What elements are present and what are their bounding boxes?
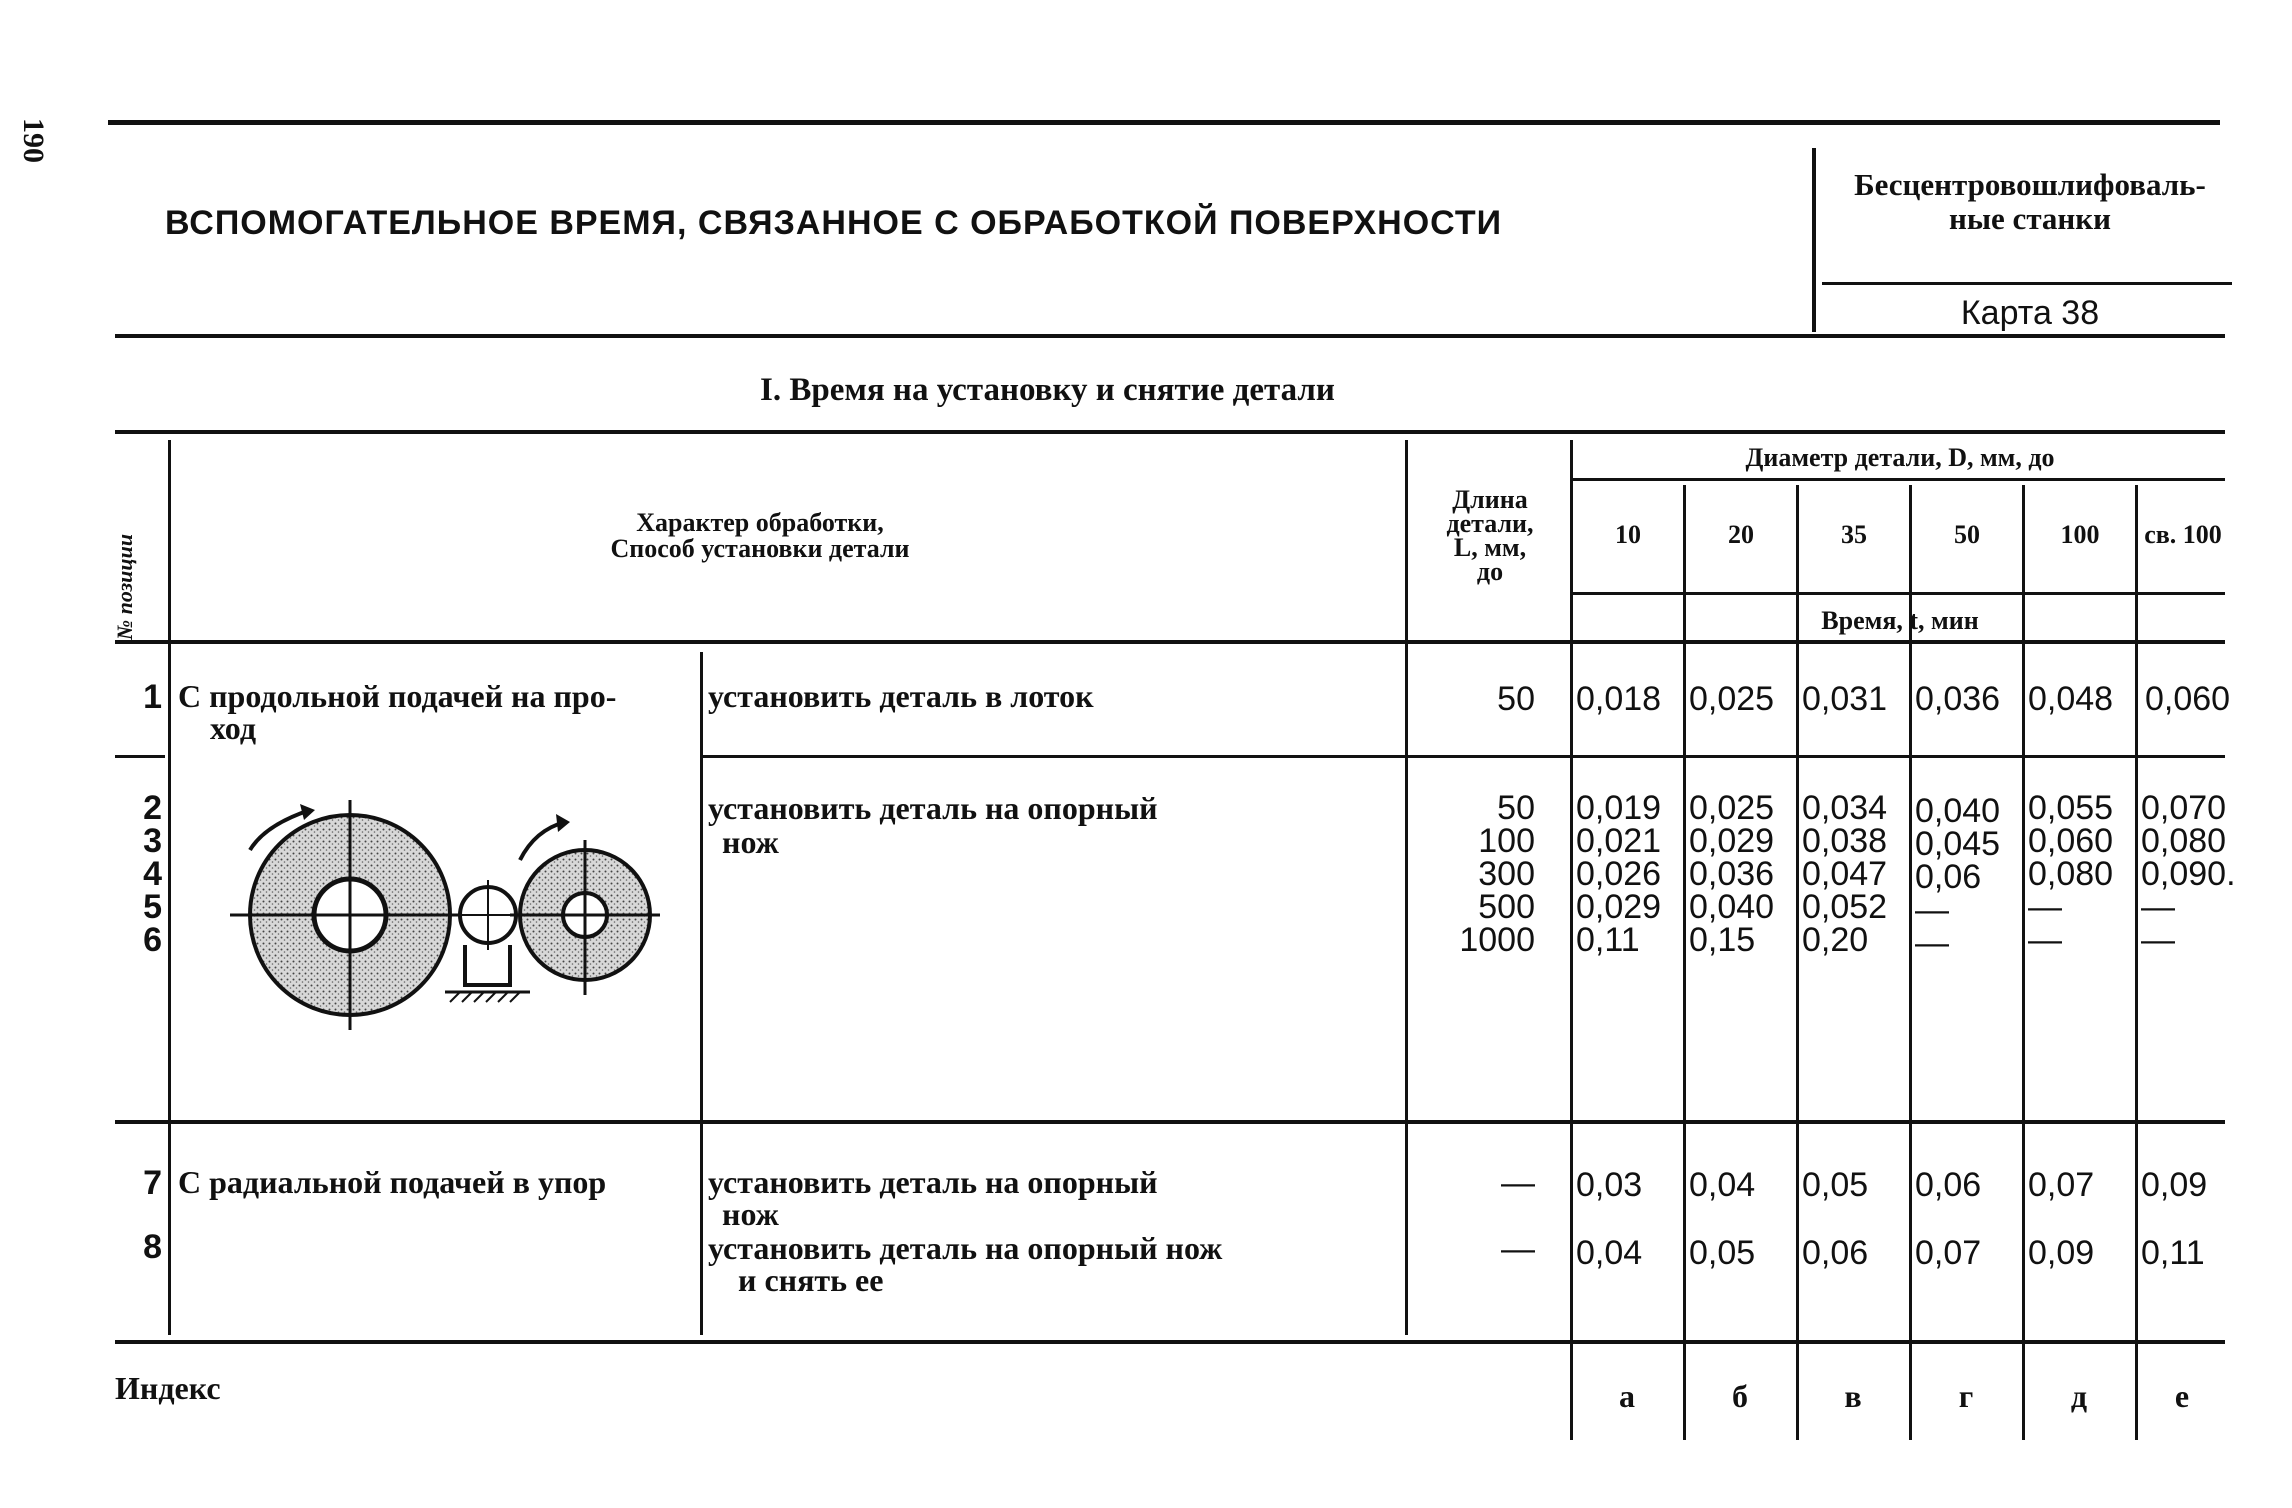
section-title: I. Время на установку и снятие детали	[760, 372, 1335, 408]
index-d: д	[2070, 1378, 2088, 1414]
row7-length: —	[1501, 1164, 1535, 1202]
top-rule	[108, 120, 2220, 125]
rows2-6-positions: 2 3 4 5 6	[143, 789, 162, 959]
method-col-line	[700, 652, 703, 1335]
length-header-line-3: L, мм,	[1453, 533, 1527, 562]
index-a: а	[1619, 1378, 1635, 1414]
card-rule	[1822, 282, 2232, 285]
pos-col-line	[168, 440, 171, 1335]
row1-pos-rule	[115, 755, 165, 758]
machine-line-1: Бесцентровошлифоваль-	[1854, 167, 2206, 202]
length-col-line	[1405, 440, 1408, 1335]
length-header-line-1: Длина	[1452, 485, 1528, 514]
row8-value-a: 0,04	[1576, 1234, 1643, 1272]
length-header-line-4: до	[1476, 557, 1504, 586]
row1-method-line-1: С продольной подачей на про-	[178, 678, 617, 714]
row1-value-b: 0,025	[1689, 680, 1775, 718]
row1-rule	[700, 755, 2225, 758]
time-header: Время, t, мин	[1821, 606, 1979, 635]
support-knife	[465, 945, 510, 985]
diameter-100: 100	[2060, 520, 2100, 549]
rows2-6-col-d: 0,055 0,060 0,080 — —	[2028, 789, 2114, 959]
diameter-50: 50	[1954, 520, 1980, 549]
rows2-6-col-b: 0,025 0,029 0,036 0,040 0,15	[1689, 789, 1775, 959]
row8-length: —	[1501, 1230, 1535, 1268]
header-bottom-rule	[115, 334, 2225, 338]
row1-length: 50	[1497, 680, 1535, 718]
card-number: Карта 38	[1960, 294, 2100, 332]
header-divider	[1812, 148, 1816, 332]
row7-action-line-2: нож	[722, 1196, 779, 1232]
row1-method-line-2: ход	[210, 710, 257, 746]
rows7-8-method: С радиальной подачей в упор	[178, 1164, 607, 1200]
length-header-line-2: детали,	[1446, 509, 1534, 538]
diameter-header: Диаметр детали, D, мм, до	[1745, 443, 2055, 472]
row8-value-b: 0,05	[1689, 1234, 1756, 1272]
rows2-6-col-e: 0,070 0,080 0,090. — —	[2141, 789, 2236, 959]
row1-action: установить деталь в лоток	[708, 678, 1094, 714]
rows2-6-col-g: 0,040 0,045 0,06 — —	[1915, 792, 2001, 962]
row1-value-g: 0,036	[1915, 680, 2001, 718]
index-b: б	[1732, 1378, 1748, 1414]
machine-line-2: ные станки	[1948, 201, 2112, 236]
row7-value-b: 0,04	[1689, 1166, 1756, 1204]
row8-value-g: 0,07	[1915, 1234, 1982, 1272]
row1-value-d: 0,048	[2028, 680, 2114, 718]
character-header-line-2: Способ установки детали	[610, 534, 910, 563]
row7-value-v: 0,05	[1802, 1166, 1869, 1204]
index-v: в	[1844, 1378, 1862, 1414]
page-number: 190	[17, 118, 50, 163]
index-g: г	[1958, 1378, 1974, 1414]
row8-action-line-2: и снять ее	[738, 1262, 884, 1298]
row7-value-d: 0,07	[2028, 1166, 2095, 1204]
position-number-header: № позиции	[112, 533, 137, 640]
rows2-6-col-a: 0,019 0,021 0,026 0,029 0,11	[1576, 789, 1662, 959]
row7-value-g: 0,06	[1915, 1166, 1982, 1204]
rows2-6-lengths: 50 100 300 500 1000	[1459, 789, 1535, 959]
machine-type	[1820, 168, 2240, 236]
row7-value-e: 0,09	[2141, 1166, 2208, 1204]
row7-action-line-1: установить деталь на опорный	[708, 1164, 1158, 1200]
diameter-over-100: св. 100	[2144, 520, 2222, 549]
character-header	[560, 510, 960, 562]
time-rule	[1570, 592, 2225, 595]
table-top-rule	[115, 430, 2225, 434]
row7-value-a: 0,03	[1576, 1166, 1643, 1204]
row1-value-v: 0,031	[1802, 680, 1888, 718]
rows2-6-action-line-2: нож	[722, 824, 779, 860]
row8-position: 8	[143, 1228, 162, 1266]
diameter-20: 20	[1728, 520, 1754, 549]
index-e: е	[2174, 1378, 2190, 1414]
row1-value-a: 0,018	[1576, 680, 1662, 718]
row1-value-e: 0,060	[2145, 680, 2231, 718]
row8-value-d: 0,09	[2028, 1234, 2095, 1272]
length-header	[1410, 485, 1570, 586]
row8-action-line-1: установить деталь на опорный нож	[708, 1230, 1223, 1266]
rows2-6-col-v: 0,034 0,038 0,047 0,052 0,20	[1802, 789, 1888, 959]
page-title: ВСПОМОГАТЕЛЬНОЕ ВРЕМЯ, СВЯЗАННОЕ С ОБРАБОТКОЙ ПОВЕРХНОСТИ	[165, 204, 1503, 242]
diameter-10: 10	[1615, 520, 1641, 549]
row1-position: 1	[143, 678, 162, 716]
rows2-6-action-line-1: установить деталь на опорный	[708, 790, 1158, 826]
character-header-line-1: Характер обработки,	[636, 508, 884, 537]
row7-position: 7	[143, 1164, 162, 1202]
index-label: Индекс	[115, 1370, 221, 1406]
diameter-35: 35	[1841, 520, 1867, 549]
diameter-rule	[1570, 478, 2225, 481]
row8-value-v: 0,06	[1802, 1234, 1869, 1272]
grinding-diagram	[220, 780, 680, 1040]
col-a-line	[1570, 440, 1573, 1440]
row8-value-e: 0,11	[2141, 1234, 2205, 1272]
